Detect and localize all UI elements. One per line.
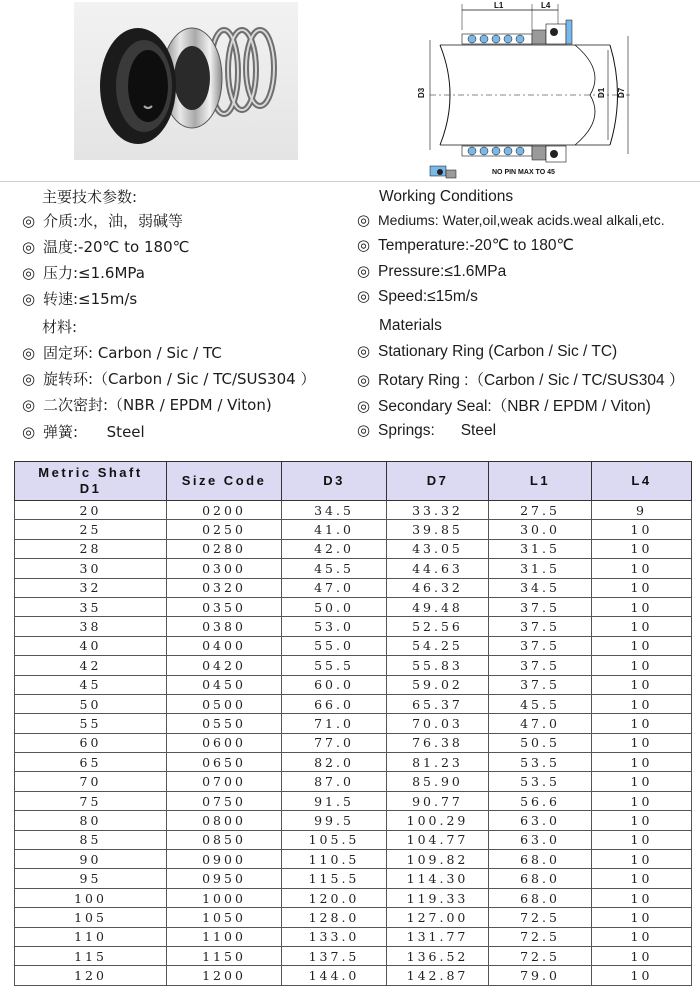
no-pin-detail [430,166,456,178]
table-row [15,966,692,985]
table-cell: 10 [592,927,692,946]
table-cell: 10 [592,753,692,772]
table-cell: 0750 [167,791,282,810]
table-cell: 60.0 [282,675,387,694]
table-cell: 66.0 [282,694,387,713]
table-cell: 10 [592,830,692,849]
table-cell: 37.5 [489,675,592,694]
table-cell: 10 [592,617,692,636]
label-l1: L1 [494,1,504,10]
table-cell: 133.0 [282,927,387,946]
en-material-stationary: ◎ Stationary Ring (Carbon / Sic / TC) [357,343,618,360]
cn-spec-medium: ◎ 介质:水，油，弱碱等 [22,212,184,230]
table-cell: 85.90 [387,772,489,791]
table-row [15,501,692,520]
table-cell: 0400 [167,636,282,655]
table-cell: 119.33 [387,888,489,907]
table-cell: 37.5 [489,656,592,675]
table-cell: 77.0 [282,733,387,752]
table-cell: 10 [592,675,692,694]
table-cell: 50 [15,694,167,713]
label-l4: L4 [541,1,551,10]
table-cell: 10 [592,811,692,830]
table-cell: 63.0 [489,830,592,849]
table-cell: 0350 [167,597,282,616]
bullet-icon: ◎ [357,237,371,254]
seal-section-bottom [462,146,566,162]
table-row [15,791,692,810]
table-cell: 10 [592,772,692,791]
table-cell: 42.0 [282,539,387,558]
table-row [15,694,692,713]
cn-heading: 主要技术参数: [42,188,138,206]
table-row [15,578,692,597]
table-cell: 10 [592,539,692,558]
table-row [15,753,692,772]
en-spec-temperature: ◎ Temperature:-20℃ to 180℃ [357,237,574,254]
table-cell: 10 [592,578,692,597]
table-cell: 31.5 [489,539,592,558]
table-cell: 68.0 [489,850,592,869]
table-cell: 1100 [167,927,282,946]
table-cell: 32 [15,578,167,597]
table-cell: 72.5 [489,927,592,946]
bullet-icon: ◎ [357,398,371,415]
table-cell: 10 [592,520,692,539]
table-cell: 10 [592,888,692,907]
table-cell: 0700 [167,772,282,791]
table-body [15,501,692,986]
table-cell: 0600 [167,733,282,752]
table-cell: 91.5 [282,791,387,810]
drawing-note: NO PIN MAX TO 45 [492,169,555,176]
product-photo [74,2,298,160]
bullet-icon: ◎ [22,344,36,362]
table-cell: 120 [15,966,167,985]
table-cell: 99.5 [282,811,387,830]
table-row [15,675,692,694]
table-cell: 10 [592,559,692,578]
table-cell: 55.5 [282,656,387,675]
table-row [15,772,692,791]
bullet-icon: ◎ [357,288,371,305]
table-cell: 1000 [167,888,282,907]
table-cell: 46.32 [387,578,489,597]
table-cell: 105.5 [282,830,387,849]
table-cell: 56.6 [489,791,592,810]
table-cell: 20 [15,501,167,520]
table-cell: 10 [592,791,692,810]
header-d3: D3 [282,462,387,501]
table-cell: 0650 [167,753,282,772]
table-cell: 41.0 [282,520,387,539]
table-cell: 25 [15,520,167,539]
table-cell: 10 [592,908,692,927]
table-cell: 34.5 [489,578,592,597]
en-spec-pressure: ◎ Pressure:≤1.6MPa [357,263,507,280]
table-cell: 0950 [167,869,282,888]
table-cell: 47.0 [489,714,592,733]
table-cell: 45 [15,675,167,694]
table-row [15,946,692,965]
table-cell: 1200 [167,966,282,985]
bullet-icon: ◎ [357,212,371,229]
en-heading: Working Conditions [379,188,514,205]
divider [0,181,700,182]
table-cell: 52.56 [387,617,489,636]
table-row [15,520,692,539]
table-cell: 0320 [167,578,282,597]
table-cell: 142.87 [387,966,489,985]
table-cell: 0300 [167,559,282,578]
table-cell: 131.77 [387,927,489,946]
table-row [15,559,692,578]
table-cell: 72.5 [489,946,592,965]
table-row [15,636,692,655]
table-cell: 34.5 [282,501,387,520]
seal-section-top [462,20,572,44]
bullet-icon: ◎ [22,423,36,441]
table-cell: 0450 [167,675,282,694]
table-cell: 65.37 [387,694,489,713]
table-cell: 37.5 [489,636,592,655]
table-cell: 87.0 [282,772,387,791]
label-d7: D7 [617,87,626,98]
table-row [15,539,692,558]
table-cell: 0250 [167,520,282,539]
table-cell: 90.77 [387,791,489,810]
table-cell: 128.0 [282,908,387,927]
table-cell: 50.5 [489,733,592,752]
table-cell: 54.25 [387,636,489,655]
table-row [15,869,692,888]
table-row [15,656,692,675]
bullet-icon: ◎ [22,238,36,256]
table-cell: 85 [15,830,167,849]
header-l4: L4 [592,462,692,501]
table-cell: 10 [592,869,692,888]
cross-section-drawing [400,0,690,180]
en-spec-speed: ◎ Speed:≤15m/s [357,288,478,305]
bullet-icon: ◎ [22,396,36,414]
table-cell: 0500 [167,694,282,713]
dimensions-table [14,461,692,986]
table-cell: 0420 [167,656,282,675]
table-cell: 10 [592,966,692,985]
en-material-rotary: ◎ Rotary Ring :（Carbon / Sic / TC/SUS304 ） [357,372,685,389]
bullet-icon: ◎ [22,264,36,282]
table-cell: 65 [15,753,167,772]
table-cell: 0900 [167,850,282,869]
mechanical-seal-image [74,2,298,160]
table-cell: 28 [15,539,167,558]
table-cell: 0850 [167,830,282,849]
table-cell: 31.5 [489,559,592,578]
table-cell: 1050 [167,908,282,927]
en-materials-heading: Materials [379,317,442,334]
table-cell: 110 [15,927,167,946]
cn-material-springs: ◎ 弹簧: Steel [22,423,145,441]
cn-material-stationary: ◎ 固定环: Carbon / Sic / TC [22,344,222,362]
table-cell: 37.5 [489,597,592,616]
table-row [15,830,692,849]
header-d7: D7 [387,462,489,501]
table-cell: 110.5 [282,850,387,869]
table-cell: 0800 [167,811,282,830]
specifications [0,184,700,454]
header-metric-shaft: Metric Shaft D1 [15,462,167,501]
table-row [15,617,692,636]
table-cell: 0380 [167,617,282,636]
table-row [15,888,692,907]
bullet-icon: ◎ [357,263,371,280]
table-cell: 53.0 [282,617,387,636]
table-cell: 50.0 [282,597,387,616]
dimensions-table-wrapper [14,461,691,986]
rubber-seat [100,28,176,144]
table-cell: 44.63 [387,559,489,578]
en-material-secondary: ◎ Secondary Seal:（NBR / EPDM / Viton) [357,398,651,415]
table-cell: 30.0 [489,520,592,539]
table-cell: 68.0 [489,888,592,907]
cn-material-secondary: ◎ 二次密封:（NBR / EPDM / Viton) [22,396,272,414]
cn-spec-speed: ◎ 转速:≤15m/s [22,290,138,308]
table-cell: 136.52 [387,946,489,965]
table-cell: 1150 [167,946,282,965]
table-cell: 55.83 [387,656,489,675]
table-cell: 100 [15,888,167,907]
table-cell: 10 [592,597,692,616]
technical-drawing [400,0,690,180]
table-cell: 27.5 [489,501,592,520]
table-cell: 70.03 [387,714,489,733]
cn-materials-heading: 材料: [42,318,78,336]
bullet-icon: ◎ [357,343,371,360]
table-cell: 104.77 [387,830,489,849]
table-cell: 0550 [167,714,282,733]
table-cell: 0280 [167,539,282,558]
table-row [15,908,692,927]
table-cell: 10 [592,733,692,752]
table-cell: 100.29 [387,811,489,830]
table-cell: 105 [15,908,167,927]
table-cell: 75 [15,791,167,810]
table-cell: 38 [15,617,167,636]
table-cell: 10 [592,946,692,965]
table-row [15,927,692,946]
table-row [15,597,692,616]
table-cell: 39.85 [387,520,489,539]
bullet-icon: ◎ [357,372,371,389]
table-row [15,714,692,733]
cn-material-rotary: ◎ 旋转环:（Carbon / Sic / TC/SUS304 ） [22,370,316,388]
cn-spec-pressure: ◎ 压力:≤1.6MPa [22,264,145,282]
cn-spec-temperature: ◎ 温度:-20℃ to 180℃ [22,238,190,256]
header-size-code: Size Code [167,462,282,501]
table-cell: 10 [592,850,692,869]
table-cell: 10 [592,694,692,713]
table-cell: 76.38 [387,733,489,752]
bullet-icon: ◎ [22,370,36,388]
bullet-icon: ◎ [22,290,36,308]
table-cell: 115.5 [282,869,387,888]
table-cell: 47.0 [282,578,387,597]
table-row [15,733,692,752]
en-spec-medium: ◎ Mediums: Water,oil,weak acids.weal alkali,etc. [357,212,665,229]
table-cell: 115 [15,946,167,965]
table-cell: 127.00 [387,908,489,927]
table-row [15,811,692,830]
table-cell: 55.0 [282,636,387,655]
table-cell: 53.5 [489,772,592,791]
table-cell: 114.30 [387,869,489,888]
table-cell: 0200 [167,501,282,520]
label-d3: D3 [417,87,426,98]
table-cell: 72.5 [489,908,592,927]
en-material-springs: ◎ Springs: Steel [357,422,497,439]
table-cell: 59.02 [387,675,489,694]
table-cell: 40 [15,636,167,655]
table-cell: 37.5 [489,617,592,636]
table-cell: 68.0 [489,869,592,888]
table-cell: 10 [592,714,692,733]
header-l1: L1 [489,462,592,501]
table-cell: 95 [15,869,167,888]
table-cell: 82.0 [282,753,387,772]
table-cell: 55 [15,714,167,733]
table-cell: 144.0 [282,966,387,985]
label-d1: D1 [597,87,606,98]
table-cell: 9 [592,501,692,520]
table-cell: 79.0 [489,966,592,985]
table-cell: 49.48 [387,597,489,616]
table-cell: 35 [15,597,167,616]
table-cell: 10 [592,636,692,655]
table-header-row [15,462,692,501]
table-cell: 45.5 [282,559,387,578]
table-cell: 30 [15,559,167,578]
table-cell: 60 [15,733,167,752]
table-cell: 53.5 [489,753,592,772]
table-cell: 45.5 [489,694,592,713]
bullet-icon: ◎ [357,422,371,439]
table-cell: 10 [592,656,692,675]
table-cell: 63.0 [489,811,592,830]
table-cell: 90 [15,850,167,869]
bullet-icon: ◎ [22,212,36,230]
table-cell: 33.32 [387,501,489,520]
table-cell: 70 [15,772,167,791]
table-cell: 71.0 [282,714,387,733]
table-cell: 42 [15,656,167,675]
table-cell: 137.5 [282,946,387,965]
table-cell: 120.0 [282,888,387,907]
table-cell: 80 [15,811,167,830]
table-cell: 109.82 [387,850,489,869]
table-cell: 43.05 [387,539,489,558]
table-row [15,850,692,869]
table-cell: 81.23 [387,753,489,772]
